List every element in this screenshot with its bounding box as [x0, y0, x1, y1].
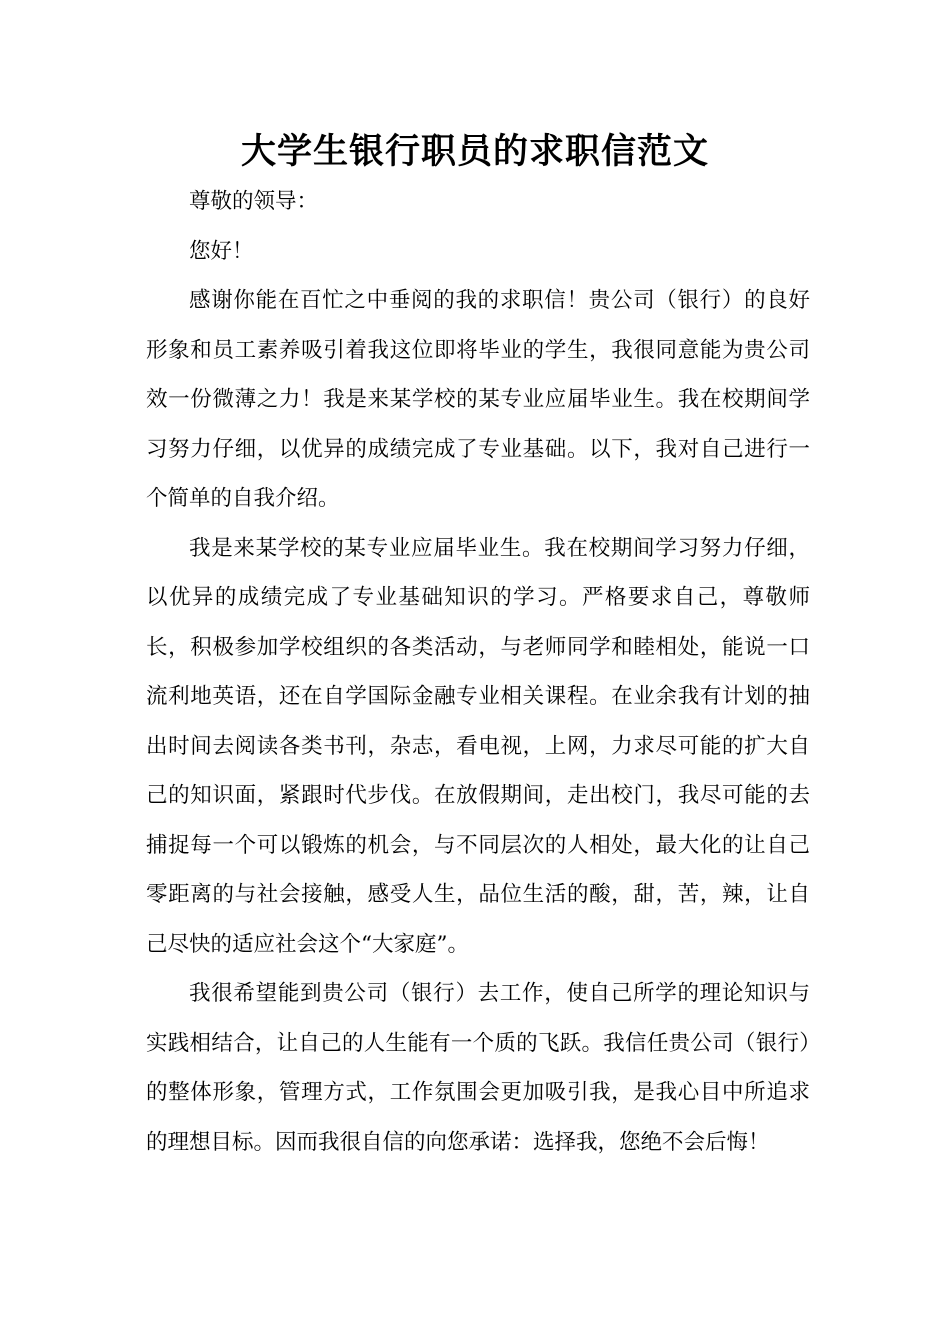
salutation: 尊敬的领导：: [189, 189, 319, 214]
paragraph-self-description: 我是来某学校的某专业应届毕业生。我在校期间学习努力仔细，以优异的成绩完成了专业基础知识的学习。严格要求自己，尊敬师长，积极参加学校组织的各类活动，与老师同学和睦相处，能说一口流利地英语，还在自学国际金融专业相关课程。在业余我有计划的抽出时间去阅读各类书刊，杂志，看电视，上网，力求尽可能的扩大自己的知识面，紧跟时代步伐。在放假期间，走出校门，我尽可能的去捕捉每一个可以锻炼的机会，与不同层次的人相处，最大化的让自己零距离的与社会接触，感受人生，品位生活的酸，甜，苦，辣，让自己尽快的适应社会这个“大家庭”。: [146, 535, 810, 957]
greeting: 您好！: [189, 238, 254, 264]
letter-body: [146, 177, 810, 1167]
document-title: 大学生银行职员的求职信范文: [240, 131, 709, 172]
paragraph-closing: 我很希望能到贵公司（银行）去工作，使自己所学的理论知识与实践相结合，让自己的人生能有一个质的飞跃。我信任贵公司（银行）的整体形象，管理方式，工作氛围会更加吸引我，是我心目中所追求的理想目标。因而我很自信的向您承诺：选择我，您绝不会后悔！: [146, 981, 810, 1155]
paragraph-intro: 感谢你能在百忙之中垂阅的我的求职信！贵公司（银行）的良好形象和员工素养吸引着我这位即将毕业的学生，我很同意能为贵公司效一份微薄之力！我是来某学校的某专业应届毕业生。我在校期间学习努力仔细，以优异的成绩完成了专业基础。以下，我对自己进行一个简单的自我介绍。: [146, 288, 810, 511]
